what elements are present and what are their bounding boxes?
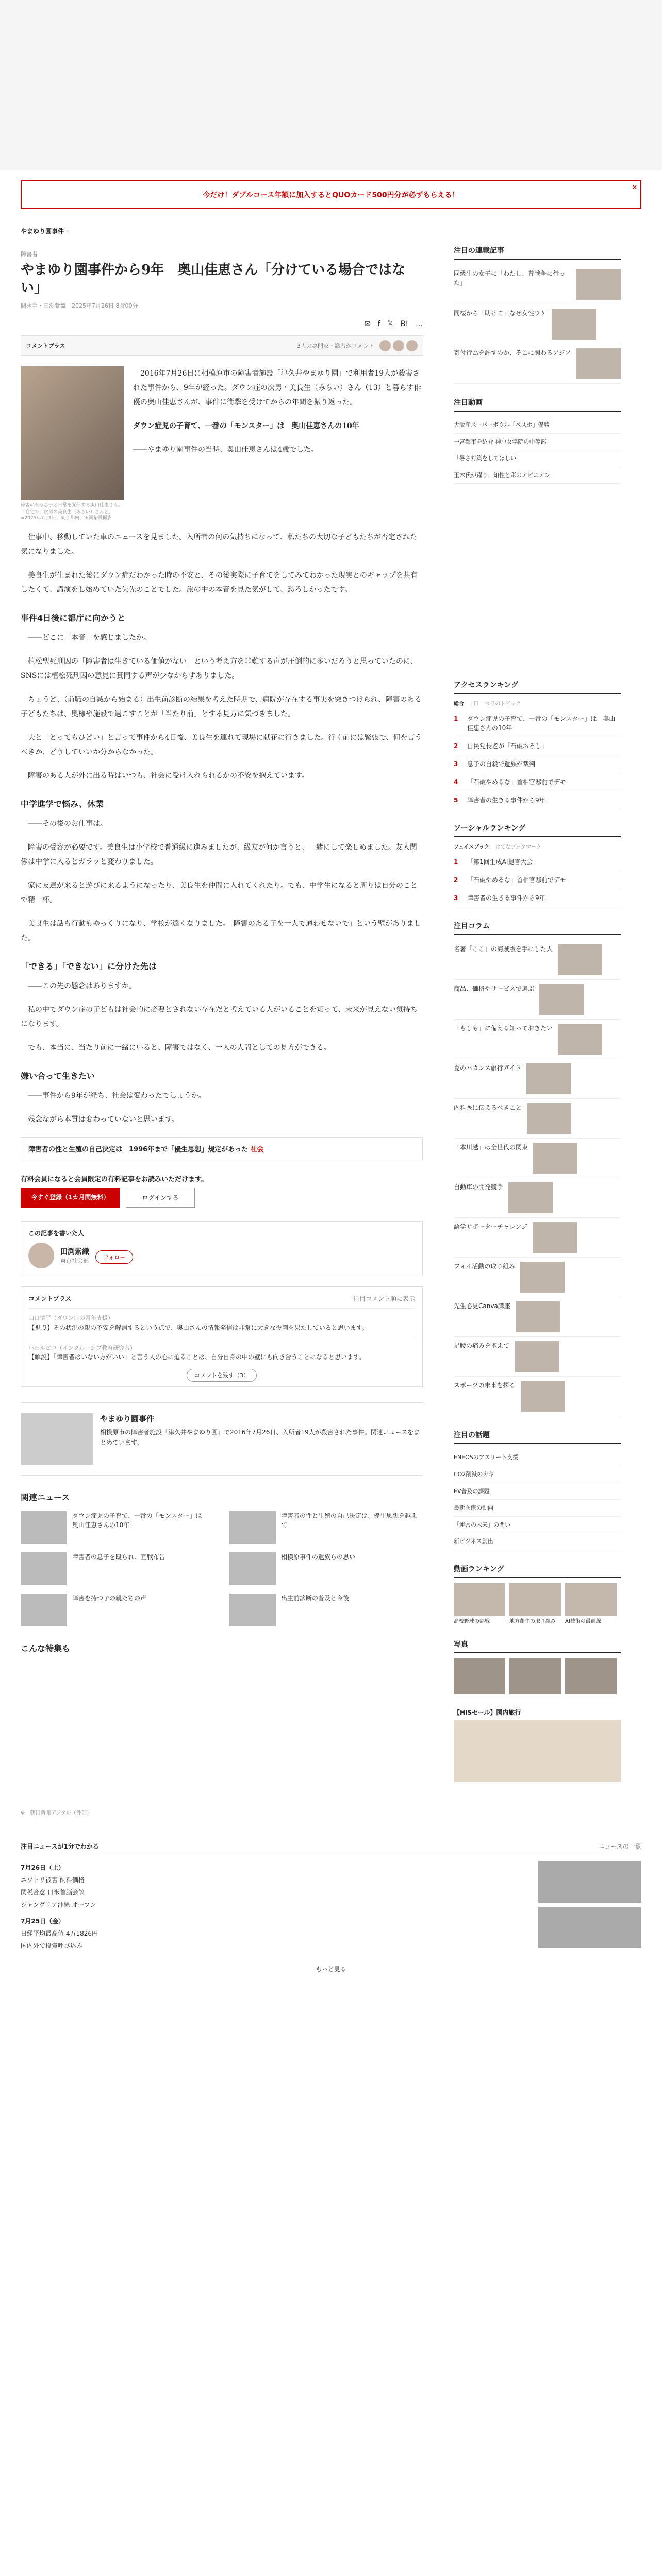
topic-item[interactable]: 「運営の未来」の問い — [454, 1517, 621, 1534]
body-paragraph: 残念ながら本質は変わっていないと思います。 — [21, 1115, 179, 1124]
related-news-item[interactable] — [21, 1594, 214, 1626]
video-item[interactable] — [454, 1583, 505, 1625]
tag-title[interactable]: やまゆり園事件 — [100, 1414, 155, 1423]
comment-plus-bar[interactable] — [21, 335, 423, 356]
related-news-item[interactable] — [229, 1552, 423, 1585]
column-item[interactable] — [454, 1218, 621, 1258]
top-ad-space — [0, 0, 662, 170]
thumbnail — [454, 1583, 505, 1616]
related-news-text: 出生前診断の普及と今後 — [281, 1594, 350, 1602]
sidebar-heading: 注目の連載記事 — [454, 245, 621, 260]
section-heading: 嫌い合って生きたい — [21, 1071, 95, 1081]
thumbnail — [509, 1583, 561, 1616]
related-article-link[interactable]: 社会 — [250, 1145, 264, 1154]
thumbnail — [533, 1143, 577, 1174]
topic-item[interactable]: 新ビジネス創出 — [454, 1533, 621, 1550]
lead-link[interactable]: ダウン症児の子育て、一番の「モンスター」は 奥山佳恵さんの10年 — [133, 422, 359, 431]
ranking-text: 息子の自殺で遺族が裁判 — [467, 760, 536, 768]
ranking-text: 「石破やめるな」首相官邸前でデモ — [467, 876, 567, 884]
related-news-item[interactable] — [21, 1511, 214, 1544]
bottom-news — [21, 1842, 641, 1978]
column-text: 「本川越」は全世代の関東 — [454, 1144, 528, 1151]
thumbnail — [526, 1063, 571, 1094]
related-news-text: 障害者の息子を殴られ、宣戦布告 — [72, 1553, 166, 1561]
ranking-text: ダウン症児の子育て、一番の「モンスター」は 奥山佳恵さんの10年 — [467, 715, 616, 732]
author-section-title: この記事を書いた人 — [28, 1229, 85, 1237]
rank-number: 4 — [454, 778, 458, 786]
body-paragraph: 障害の受容が必要です。美良生は小学校で普通級に進みましたが、級友が何か言うと、一緒にして楽しめました。友人関係は中学に入るとガラッと変わりました。 — [21, 843, 417, 866]
body-paragraph: 私の中でダウン症の子どもは社会的に必要とされない存在だと考えている人がいることを知って、未来が見えない気持ちになります。 — [21, 1005, 418, 1028]
sidebar-photos — [454, 1639, 621, 1694]
related-news-text: ダウン症児の子育て、一番の「モンスター」は 奥山佳恵さんの10年 — [72, 1512, 208, 1529]
comment-item[interactable] — [28, 1338, 415, 1368]
body-paragraph: ――この先の懸念はありますか。 — [21, 981, 136, 990]
news-item[interactable]: ジャングリア沖縄 オープン — [21, 1901, 96, 1908]
news-date: 7月25日（金） — [21, 1917, 65, 1925]
body-paragraph: ――どこに「本音」を感じましたか。 — [21, 633, 151, 642]
thumbnail — [521, 1381, 565, 1412]
sidebar-columns — [454, 921, 621, 1416]
video-item[interactable] — [509, 1583, 561, 1625]
credit: ※ 朝日新聞デジタル（外部） — [21, 1810, 92, 1816]
news-image[interactable] — [538, 1861, 641, 1903]
sidebar-heading: 写真 — [454, 1639, 621, 1653]
sidebar-item[interactable] — [454, 265, 621, 304]
photo-thumbnail[interactable] — [565, 1658, 617, 1694]
thumbnail — [515, 1341, 559, 1372]
ranking-text: 「石破やめるな」首相官邸前でデモ — [467, 778, 567, 786]
sidebar-focus — [454, 397, 621, 484]
sidebar-videos — [454, 1564, 621, 1625]
sidebar-social-ranking — [454, 823, 621, 907]
sidebar-item-text: 寄付行為を許すのか、そこに関わるアジア — [454, 349, 571, 357]
thumbnail — [508, 1182, 553, 1213]
sidebar-heading: 注目コラム — [454, 921, 621, 935]
ranking-text: 「第1回生成AI提言大会」 — [467, 858, 539, 866]
column-item[interactable] — [454, 1020, 621, 1059]
column-text: 先生必見Canva講座 — [454, 1302, 510, 1310]
video-item[interactable] — [565, 1583, 617, 1625]
thumbnail — [229, 1594, 276, 1626]
column-item[interactable] — [454, 980, 621, 1020]
focus-item[interactable]: 玉木氏が躍り、知性と彩のオピニオン — [454, 467, 621, 484]
column-item[interactable] — [454, 1337, 621, 1377]
thumbnail — [533, 1222, 577, 1253]
article-photo[interactable] — [21, 366, 124, 500]
comment-count: 3人の専門家・識者がコメント — [297, 343, 374, 350]
rank-number: 5 — [454, 796, 458, 804]
paywall — [21, 1174, 423, 1208]
lead-paragraph: 2016年7月26日に相模原市の障害者施設「津久井やまゆり園」で利用者19人が殺害された事件から、9年が経った。ダウン症の次男・美良生（みらい）さん（13）と暮らす俳優の奥山佳恵さんが、事件に衝撃を受けてからの年間を振り返った。 — [133, 369, 421, 407]
related-news-text: 相模原事件の遺族らの思い — [281, 1553, 356, 1561]
sidebar-item-text: 同棲から「助けて」なぜ女性ウケ — [454, 310, 547, 317]
rank-number: 1 — [454, 858, 458, 866]
lead-section — [21, 366, 423, 522]
thumbnail — [565, 1583, 617, 1616]
thumbnail — [539, 984, 584, 1015]
close-icon[interactable]: × — [632, 183, 637, 191]
mail-icon[interactable]: ✉ — [364, 320, 371, 329]
column-text: フォイ活動の取り組み — [454, 1263, 516, 1270]
column-text: スポーツの未来を探る — [454, 1382, 516, 1389]
comment-cta-button[interactable]: コメントを残す（3） — [187, 1369, 257, 1382]
photo-thumbnail[interactable] — [509, 1658, 561, 1694]
avatar — [379, 340, 391, 351]
topic-item[interactable]: EV普及の課題 — [454, 1483, 621, 1500]
column-text: 足腰の痛みを抱えて — [454, 1342, 510, 1350]
ranking-item[interactable] — [454, 737, 621, 755]
thumbnail — [576, 348, 621, 379]
register-button[interactable]: 今すぐ登録（1カ月間無料） — [21, 1188, 120, 1208]
ad-space — [21, 1659, 423, 1788]
rank-number: 2 — [454, 742, 458, 750]
thumbnail — [229, 1511, 276, 1544]
related-news-title: 関連ニュース — [21, 1492, 70, 1502]
related-article-box[interactable] — [21, 1137, 423, 1160]
thumbnail — [229, 1552, 276, 1585]
photo-thumbnail[interactable] — [454, 1658, 505, 1694]
sidebar-notable — [454, 245, 621, 384]
tab-total[interactable]: 総合 — [454, 701, 464, 707]
ranking-text: 自民党長老が「石破おろし」 — [467, 742, 548, 750]
ranking-item[interactable] — [454, 773, 621, 791]
related-news-text: 障害者の性と生殖の自己決定は、優生思想を越えて — [281, 1512, 418, 1529]
breadcrumb[interactable] — [21, 219, 423, 250]
column-item[interactable] — [454, 1297, 621, 1337]
commenter-name[interactable]: 山口慎平（ダウン症の青年支援） — [28, 1314, 113, 1321]
article-category[interactable]: 障害者 — [21, 251, 38, 258]
comment-sort[interactable]: 注目コメント順に表示 — [353, 1295, 415, 1302]
video-text: 地方創生の取り組み — [509, 1618, 556, 1624]
chevron-right-icon: › — [66, 228, 69, 235]
body-paragraph: ――その後のお仕事は。 — [21, 819, 107, 828]
avatar — [393, 340, 404, 351]
sidebar-heading: 動画ランキング — [454, 1564, 621, 1578]
section-heading: 「できる」「できない」に分けた先は — [21, 961, 157, 971]
comment-text: 【解説】「障害者はいない方がいい」と言う人の心に迫ることは、自分自身の中の壁にも向き合うことになると思います。 — [28, 1353, 366, 1361]
sidebar-heading: 注目の話題 — [454, 1430, 621, 1444]
ranking-text: 障害者の生きる事件から9年 — [467, 796, 545, 804]
section-heading: 事件4日後に都庁に向かうと — [21, 613, 126, 623]
photo-caption: 障害の有る息子と日常を発信する奥山佳恵さん。「自宅で、次男の美良生（みらい）さんと」=2025年7月1日、東京都内、田渕紫織撮影 — [21, 503, 123, 521]
lead-question: ――やまゆり園事件の当時、奥山佳恵さんは4歳でした。 — [133, 446, 318, 454]
related-news-grid — [21, 1511, 423, 1626]
sidebar-banner[interactable] — [454, 1708, 621, 1782]
follow-button[interactable]: フォロー — [95, 1250, 133, 1264]
comment-plus-label: コメントプラス — [26, 343, 65, 350]
login-button[interactable]: ログインする — [126, 1188, 194, 1208]
topic-item[interactable]: 最新医療の動向 — [454, 1500, 621, 1517]
related-news-text: 障害を持つ子の親たちの声 — [72, 1594, 147, 1602]
thumbnail — [520, 1262, 565, 1293]
paywall-title: 有料会員になると会員限定の有料記事をお読みいただけます。 — [21, 1175, 208, 1183]
video-text: 高校野球の熱戦 — [454, 1618, 490, 1624]
author-avatar — [28, 1243, 54, 1268]
author-name[interactable]: 田渕紫織 — [60, 1247, 89, 1256]
related-article-title[interactable]: 障害者の性と生殖の自己決定は 1996年まで「優生思想」規定があった — [28, 1145, 249, 1154]
column-item[interactable] — [454, 1139, 621, 1178]
news-item[interactable]: 関税合意 日米首脳会談 — [21, 1888, 85, 1896]
rank-number: 3 — [454, 760, 458, 768]
thumbnail — [552, 309, 596, 340]
tag-description: 相模原市の障害者施設「津久井やまゆり園」で2016年7月26日、入所者19人が殺害された事件。関連ニュースをまとめています。 — [100, 1428, 420, 1446]
topic-item[interactable]: ENEOSのアスリート支援 — [454, 1449, 621, 1466]
bottom-news-title: 注目ニュースが1分でわかる — [21, 1842, 99, 1850]
ranking-item[interactable] — [454, 791, 621, 809]
related-news-item[interactable] — [21, 1552, 214, 1585]
campaign-text: 今だけ！ダブルコース年額に加入するとQUOカード500円分が必ずもらえる！ — [203, 191, 459, 199]
focus-item[interactable]: 「暑さ対策をしてほしい」 — [454, 450, 621, 467]
ranking-item[interactable] — [454, 755, 621, 773]
section-heading: 中学進学で悩み、休業 — [21, 799, 104, 809]
ranking-item[interactable] — [454, 710, 621, 737]
breadcrumb-tag[interactable]: やまゆり園事件 — [21, 228, 64, 235]
banner-image — [454, 1720, 621, 1782]
banner-text: 【HISセール】国内旅行 — [454, 1708, 521, 1716]
tab-facebook[interactable]: フェイスブック — [454, 844, 489, 851]
column-item[interactable] — [454, 1377, 621, 1416]
column-item[interactable] — [454, 940, 621, 980]
news-item[interactable]: ニワトリ被害 飼料価格 — [21, 1876, 85, 1884]
facebook-icon[interactable]: f — [377, 320, 380, 329]
rank-number: 2 — [454, 876, 458, 884]
thumbnail — [558, 1024, 602, 1055]
sidebar — [454, 219, 621, 1816]
body-paragraph: 障害のある人が外に出る時はいつも、社会に受け入れられるかの不安を抱えています。 — [21, 771, 309, 780]
news-item[interactable]: 日経平均最高値 4万1826円 — [21, 1929, 98, 1937]
sidebar-heading: 注目動画 — [454, 397, 621, 412]
avatar — [406, 340, 418, 351]
comment-plus-section — [21, 1286, 423, 1387]
tab-day[interactable]: 1日 — [470, 701, 479, 707]
bottom-news-more[interactable]: ニュースの一覧 — [598, 1842, 641, 1850]
tab-topic[interactable]: 今日のトピック — [485, 701, 521, 707]
tag-image — [21, 1413, 93, 1465]
column-text: 夏のバカンス旅行ガイド — [454, 1064, 522, 1072]
tab-hatena[interactable]: はてなブックマーク — [495, 844, 542, 851]
body-paragraph: でも、本当に、当たり前に一緒にいると、障害ではなく、一人の人間としての見方ができる。 — [21, 1043, 331, 1052]
ranking-item[interactable] — [454, 871, 621, 889]
rank-number: 1 — [454, 715, 458, 723]
sidebar-heading: アクセスランキング — [454, 680, 621, 694]
comment-plus-title: コメントプラス — [28, 1295, 72, 1302]
body-paragraph: 仕事中、移動していた車のニュースを見ました。入所者の何の気持ちになって、私たちの大切な子どもたちが否定された気になりました。 — [21, 533, 418, 556]
ranking-item[interactable] — [454, 853, 621, 871]
article-main — [21, 219, 423, 1816]
news-image[interactable] — [538, 1907, 641, 1948]
commenter-avatars — [297, 340, 418, 351]
sidebar-topics — [454, 1430, 621, 1550]
video-text: AI技術の最前線 — [565, 1618, 601, 1624]
thumbnail — [558, 944, 602, 975]
related-news-item[interactable] — [229, 1511, 423, 1544]
comment-text: 【視点】その状況の親の不安を解消するという点で、奥山さんの情報発信は非常に大きな役割を果たしていると思います。 — [28, 1324, 368, 1331]
column-text: 語学サポーターチャレンジ — [454, 1223, 528, 1231]
sidebar-heading: ソーシャルランキング — [454, 823, 621, 837]
rank-number: 3 — [454, 894, 458, 902]
commenter-name[interactable]: 小田ルビコ（インクルーシブ教育研究者） — [28, 1344, 136, 1351]
byline: 聞き手・田渕紫織 2025年7月26日 8時00分 — [21, 302, 138, 310]
column-text: 自動車の開発競争 — [454, 1183, 504, 1191]
thumbnail — [516, 1301, 560, 1332]
focus-item[interactable]: 大阪産スーパーボウル「ベスポ」優勝 — [454, 417, 621, 434]
ranking-text: 障害者の生きる事件から9年 — [467, 894, 545, 902]
sidebar-item-text: 同級生の女子に「わたし、昔戦争に行った」 — [454, 270, 566, 286]
thumbnail — [21, 1594, 67, 1626]
sidebar-item[interactable] — [454, 304, 621, 344]
column-text: 商品、価格やサービスで選ぶ — [454, 985, 535, 993]
read-more-button[interactable]: もっと見る — [315, 1965, 346, 1973]
thumbnail — [21, 1511, 67, 1544]
campaign-banner[interactable] — [21, 180, 641, 209]
tag-box[interactable] — [21, 1402, 423, 1476]
topic-item[interactable]: CO2削減のカギ — [454, 1466, 621, 1483]
recommend-title: こんな特集も — [21, 1643, 71, 1653]
news-date: 7月26日（土） — [21, 1863, 65, 1871]
more-icon[interactable]: … — [416, 320, 423, 329]
body-paragraph: 夫と「とってもひどい」と言って事件から4日後、美良生を連れて現場に献花に行きました。行く前には緊張で、何を言うべきか、どうしていいか分からなかった。 — [21, 733, 422, 756]
thumbnail — [527, 1103, 571, 1134]
article-title: やまゆり園事件から9年 奥山佳恵さん「分けている場合ではない」 — [21, 262, 406, 296]
body-paragraph: 植松聖死刑囚の「障害者は生きている価値がない」という考え方を非難する声が圧倒的に多いだろうと思っていたのに、SNSには植松死刑囚の意見に賛同する声が少なからずありました。 — [21, 657, 418, 680]
thumbnail — [21, 1552, 67, 1585]
body-paragraph: ちょうど、（前職の自滅から始まる）出生前診断の結果を考えた時期で、病院が存在する事実を突きつけられ、障害のある子どもたちは、奥様や施設で過ごすことが「当たり前」とする見方に気づきました。 — [21, 695, 422, 718]
column-item[interactable] — [454, 1059, 621, 1099]
x-icon[interactable]: 𝕏 — [387, 320, 393, 329]
share-actions — [21, 317, 423, 331]
sidebar-access-ranking — [454, 680, 621, 809]
column-item[interactable] — [454, 1178, 621, 1218]
author-role: 東京社会部 — [60, 1257, 89, 1264]
thumbnail — [576, 269, 621, 300]
author-box — [21, 1221, 423, 1276]
comment-item[interactable] — [28, 1308, 415, 1338]
column-text: 「もしも」に備える知っておきたい — [454, 1025, 553, 1032]
ranking-item[interactable] — [454, 889, 621, 907]
column-item[interactable] — [454, 1258, 621, 1297]
related-news-item[interactable] — [229, 1594, 423, 1626]
column-text: 名著「ここ」の海賊版を手にした人 — [454, 945, 553, 953]
body-paragraph: ――事件から9年が経ち、社会は変わったでしょうか。 — [21, 1091, 206, 1100]
body-paragraph: 家に友達が来ると遊びに来るようになったり、美良生を仲間に入れてくれたり。でも、中学生になると周りは自分のことで精一杯。 — [21, 881, 418, 904]
body-paragraph: 美良生は話も行動もゆっくりになり、学校が遠くなりました。「障害のある子を一人で通わせないで」という壁がありました。 — [21, 919, 421, 942]
column-text: 内科医に伝えるべきこと — [454, 1104, 522, 1112]
news-item[interactable]: 国内外で投資呼び込み — [21, 1942, 83, 1950]
sidebar-item[interactable] — [454, 344, 621, 384]
body-paragraph: 美良生が生まれた後にダウン症だわかった時の不安と、その後実際に子育てをしてみてわかった現実とのギャップを共有したくて、講演をし始めていた矢先のことでした。旅の中の本音を見た気がして、恐ろしかったです。 — [21, 571, 418, 594]
hatena-icon[interactable]: B! — [400, 320, 408, 329]
column-item[interactable] — [454, 1099, 621, 1139]
focus-item[interactable]: 一宮都市を紹介 神戸女学院の中等部 — [454, 434, 621, 451]
